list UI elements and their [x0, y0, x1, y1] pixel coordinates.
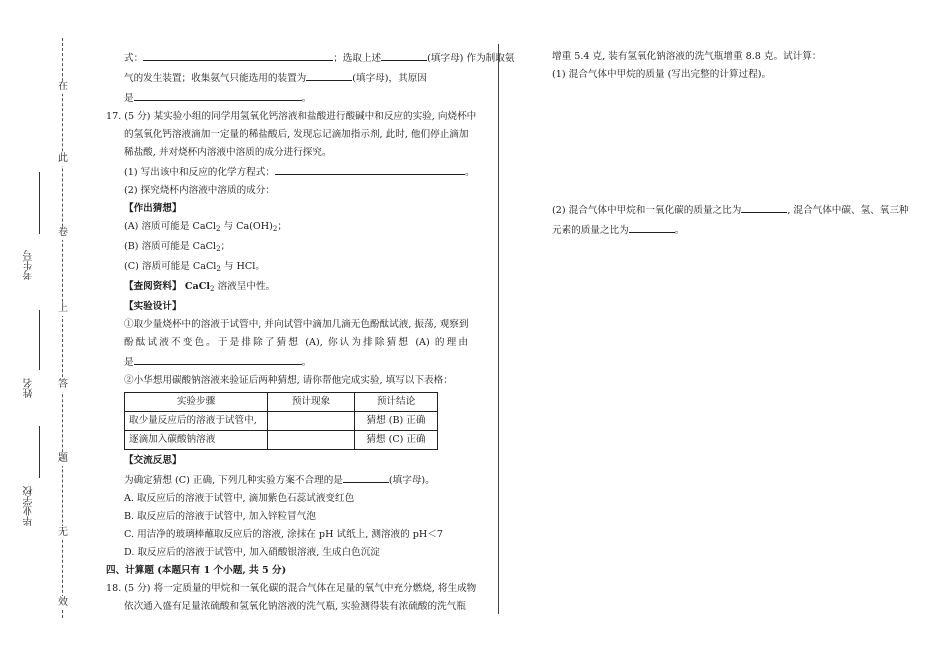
table-header-row — [125, 393, 438, 412]
answer-blank[interactable] — [629, 220, 675, 233]
table-cell-conclusion: 猜想 (C) 正确 — [355, 431, 438, 450]
seal-char: 在 — [58, 81, 68, 92]
guess-c: (C) 溶质可能是 CaCl$_2$ 与 HCl。 — [124, 261, 265, 273]
name-line — [39, 310, 40, 370]
text: ； — [277, 221, 287, 232]
table-cell-step: 逐滴加入碳酸钠溶液 — [125, 431, 268, 450]
table-cell-step: 取少量反应后的溶液于试管中, — [125, 412, 268, 431]
q18-part-1: (1) 混合气体中甲烷的质量 (写出完整的计算过程)。 — [552, 69, 772, 80]
table-header: 预计现象 — [268, 393, 355, 412]
option-d: D. 取反应后的溶液于试管中, 加入硝酸银溶液, 生成白色沉淀 — [124, 547, 380, 558]
answer-blank[interactable] — [381, 48, 427, 61]
table-cell-phenomenon-blank[interactable] — [268, 431, 355, 450]
q16-line-3 — [106, 88, 468, 108]
text: 气的发生装置；收集氨气只能选用的装置为 — [124, 73, 307, 84]
seal-char: 上 — [58, 303, 68, 314]
left-column — [106, 48, 515, 616]
binding-margin — [0, 0, 86, 671]
design-1-line-2 — [106, 334, 468, 352]
q18-stem-3: 增重 5.4 克, 装有氢氧化钠溶液的洗气瓶增重 8.8 克。试计算： — [552, 51, 822, 62]
text: (B) 溶质可能是 CaCl — [124, 241, 217, 252]
text: ；选取上述 — [333, 53, 382, 64]
text: ； — [220, 241, 231, 252]
school-field[interactable] — [24, 426, 40, 532]
seal-char: 此 — [58, 153, 68, 164]
text: 为确定猜想 (C) 正确, 下列几种实验方案不合理的是 — [124, 475, 343, 486]
experiment-table — [124, 392, 438, 450]
q18-part-2-line-2 — [552, 220, 922, 240]
reference-info: 【查阅资料】 CaCl$_2$ 溶液呈中性。 — [124, 281, 276, 293]
design-2: ②小华想用碳酸钠溶液来验证后两种猜想, 请你帮他完成实验, 填写以下表格： — [124, 375, 453, 386]
text: 是 — [124, 357, 134, 368]
school-line — [39, 426, 40, 478]
right-column — [552, 48, 922, 240]
text: 是 — [124, 93, 134, 104]
text: 。 — [301, 93, 312, 104]
seal-char: 题 — [58, 453, 68, 464]
exam-number-field[interactable] — [24, 172, 40, 292]
answer-blank[interactable] — [741, 200, 787, 213]
text: , 混合气体中碳、氢、氧三种 — [787, 205, 909, 216]
school-label: 毕业学校 — [24, 486, 35, 526]
option-a: A. 取反应后的溶液于试管中, 滴加紫色石蕊试液变红色 — [124, 493, 355, 504]
text: 。 — [301, 357, 312, 368]
q16-line-2 — [106, 68, 468, 88]
design-1-line-1: ①取少量烧杯中的溶液于试管中, 并向试管中滴加几滴无色酚酞试液, 振荡, 观察到 — [124, 319, 469, 330]
q17-part-2: (2) 探究烧杯内溶液中溶质的成分： — [124, 185, 275, 196]
seal-char: 卷 — [58, 227, 68, 238]
answer-blank[interactable] — [306, 68, 352, 81]
answer-blank[interactable] — [134, 88, 302, 101]
table-header: 实验步骤 — [125, 393, 268, 412]
text: (填字母) 作为制取氨 — [427, 53, 515, 64]
q17-part-1 — [106, 162, 475, 182]
text: (A) 溶质可能是 CaCl — [124, 221, 216, 232]
reflect-question — [106, 470, 468, 490]
table-cell-conclusion: 猜想 (B) 正确 — [355, 412, 438, 431]
q17-stem-2: 的氢氧化钙溶液滴加一定量的稀盐酸后, 发现忘记滴加指示剂, 此时, 他们停止滴加 — [124, 129, 469, 140]
text: 式： — [124, 53, 144, 64]
text: 。 — [255, 261, 265, 272]
text: (填字母)。 — [388, 475, 435, 486]
q17-stem-3: 稀盐酸, 并对烧杯内溶液中溶质的成分进行探究。 — [124, 147, 332, 158]
text: (C) 溶质可能是 CaCl — [124, 261, 217, 272]
table-cell-phenomenon-blank[interactable] — [268, 412, 355, 431]
text: 与 HCl — [220, 261, 256, 272]
seal-char: 效 — [58, 597, 68, 608]
q17-stem-1: 17. (5 分) 某实验小组的同学用氢氧化钙溶液和盐酸进行酸碱中和反应的实验, 向烧杯中 — [106, 111, 477, 122]
table-header: 预计结论 — [355, 393, 438, 412]
name-label: 姓名 — [24, 378, 35, 398]
text: 【查阅资料】 CaCl — [124, 281, 211, 292]
q18-part-2-line-1 — [552, 200, 922, 220]
seal-char: 无 — [58, 527, 68, 538]
text: (2) 混合气体中甲烷和一氧化碳的质量之比为 — [552, 205, 742, 216]
option-c: C. 用洁净的玻璃棒蘸取反应后的溶液, 涂抹在 pH 试纸上, 测溶液的 pH＜7 — [124, 529, 444, 540]
reflect-heading: 【交流反思】 — [124, 455, 182, 466]
answer-blank[interactable] — [134, 352, 302, 365]
answer-blank[interactable] — [143, 48, 333, 61]
design-heading: 【实验设计】 — [124, 301, 182, 312]
guess-heading: 【作出猜想】 — [124, 203, 182, 214]
guess-a: (A) 溶质可能是 CaCl$_2$ 与 $Ca(OH)_2$； — [124, 221, 287, 233]
text: 与 Ca(OH) — [220, 221, 273, 232]
name-field[interactable] — [24, 310, 40, 406]
text: 元素的质量之比为 — [552, 225, 629, 236]
table-row — [125, 412, 438, 431]
option-b: B. 取反应后的溶液于试管中, 加入锌粒冒气泡 — [124, 511, 316, 522]
q18-stem-1: 18. (5 分) 将一定质量的甲烷和一氧化碳的混合气体在足量的氧气中充分燃烧, 将生成物 — [106, 583, 477, 594]
text: (1) 写出该中和反应的化学方程式： — [124, 167, 275, 178]
q18-stem-2: 依次通入盛有足量浓硫酸和氢氧化钠溶液的洗气瓶, 实验测得装有浓硫酸的洗气瓶 — [124, 601, 466, 612]
q16-line-1 — [106, 48, 515, 68]
section-4-heading: 四、计算题 (本题只有 1 个小题, 共 5 分) — [106, 565, 287, 576]
table-row — [125, 431, 438, 450]
answer-blank[interactable] — [343, 470, 389, 483]
text: 酚酞试液不变色。于是排除了猜想 (A), 你认为排除猜想 (A) 的理由 — [124, 337, 468, 348]
text: 溶液呈中性。 — [214, 281, 276, 292]
guess-b: (B) 溶质可能是 CaCl$_2$； — [124, 241, 231, 253]
exam-number-line — [39, 172, 40, 234]
seal-char: 答 — [58, 379, 68, 390]
text: 。 — [674, 225, 685, 236]
text: (填字母)，其原因 — [352, 73, 427, 84]
answer-blank[interactable] — [275, 162, 465, 175]
design-1-line-3 — [106, 352, 468, 372]
column-divider — [498, 44, 499, 614]
text: 。 — [464, 167, 475, 178]
exam-number-label: 考生号 — [24, 250, 35, 280]
